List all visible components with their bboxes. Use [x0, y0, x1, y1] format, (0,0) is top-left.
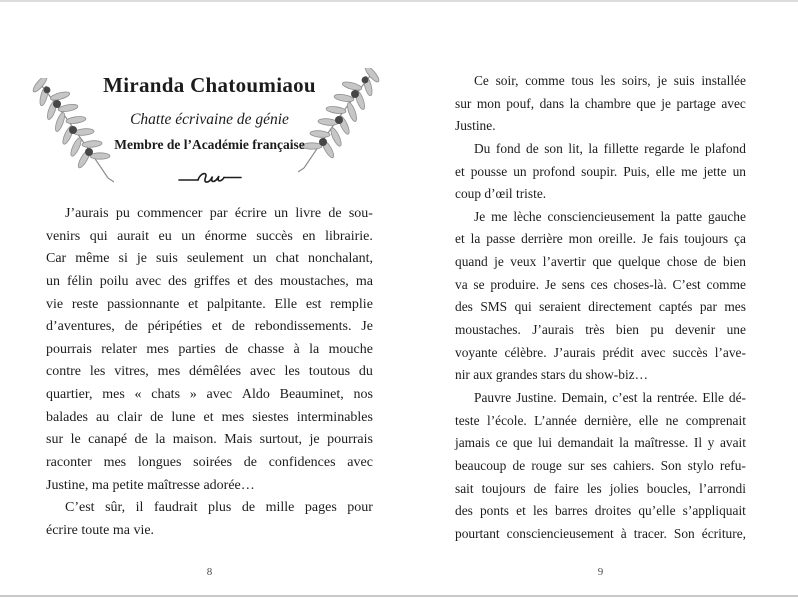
text-line: et la passe derrière mon oreille. Je fais toujours ça [455, 231, 746, 247]
twisted-rope-divider-icon [178, 171, 242, 187]
text-line: quand je veux l’avertir que quelque chose de bien [455, 254, 746, 270]
text-line: pourtant consciencieusement à tracer. Son écriture, [455, 525, 746, 541]
text-line: raconter mes longues soirées de confidences avec [46, 455, 373, 471]
text-line: des ponts et les barres droites qu’elle s’appliquait [455, 503, 746, 519]
text-line: pourrais relater mes parties de chasse à la mouche [46, 341, 373, 357]
text-line: voyante célèbre. J’aurais prédit avec succès l’ave- [455, 344, 746, 360]
text-line: beaucoup de rouge sur ses cahiers. Son stylo refu- [455, 457, 746, 473]
left-page-text [46, 203, 373, 543]
text-line: Pauvre Justine. Demain, c’est la rentrée. Elle dé- [474, 389, 746, 405]
section-divider [46, 171, 373, 192]
text-line: J’aurais pu commencer par écrire un livre de sou- [65, 206, 373, 221]
text-line: coup d’œil triste. [455, 186, 547, 202]
paragraph [455, 70, 746, 138]
text-line: quartier, mes « chats » avec Aldo Beauminet, nos [46, 387, 373, 403]
text-line: Car même si je suis seulement un chat nonchalant, [46, 251, 373, 267]
text-line: contre les vitres, mes démêlées avec les toutous du [46, 364, 373, 380]
text-line: jamais ce que lui demandait la maîtresse. Il y avait [455, 435, 746, 451]
text-line: d’aventures, de péripéties et de rebondissements. Je [46, 319, 373, 335]
text-line: va se produire. Je sens ces choses-là. C’est comme [455, 276, 746, 292]
text-line: Du fond de son lit, la fillette regarde le plafond [474, 140, 746, 156]
text-line: Justine, ma petite maîtresse adorée… [46, 477, 255, 493]
text-line: teste l’école. L’année dernière, elle ne comprenait [455, 412, 746, 428]
text-line: vie reste passionnante et palpitante. Elle est remplie [46, 296, 373, 312]
author-affiliation: Membre de l’Académie française [114, 137, 305, 152]
text-line: balades au clair de lune et mes siestes interminables [46, 409, 373, 425]
text-line: venirs qui aurait eu un énorme succès en librairie. [46, 228, 373, 244]
page-bottom-edge [0, 595, 798, 597]
page-top-edge [0, 0, 798, 2]
author-subtitle: Chatte écrivaine de génie [130, 111, 289, 128]
paragraph [455, 138, 746, 206]
paragraph [455, 206, 746, 387]
paragraph [46, 203, 373, 497]
text-line: sur le canapé de la maison. Mais surtout, je pourrais [46, 432, 373, 448]
paragraph [455, 387, 746, 545]
paragraph [46, 497, 373, 542]
text-line: écrire toute ma vie. [46, 522, 155, 538]
text-line: un félin poilu avec des griffes et des moustaches, ma [46, 273, 373, 289]
page-number: 8 [206, 566, 213, 578]
text-line: Je me lèche consciencieusement la patte gauche [474, 208, 746, 224]
text-line: et pousse un profond soupir. Puis, elle me jette un [455, 163, 746, 179]
text-line: moustaches. J’aurais très bien pu devenir une [455, 322, 746, 338]
right-page-text [455, 70, 746, 545]
text-line: sur mon pouf, dans la chambre que je partage avec [455, 95, 746, 111]
text-line: Justine. [455, 118, 496, 134]
page-number: 9 [597, 566, 604, 578]
text-line: Ce soir, comme tous les soirs, je suis installée [474, 73, 746, 88]
author-name: Miranda Chatoumiaou [103, 73, 316, 97]
text-line: des SMS qui seraient directement captés par mes [455, 299, 746, 315]
text-line: nir aux grandes stars du show-biz… [455, 367, 649, 383]
text-line: sait toujours de faire les jolies boucles, l’arrondi [455, 480, 746, 496]
text-line: C’est sûr, il faudrait plus de mille pages pour [65, 500, 373, 516]
